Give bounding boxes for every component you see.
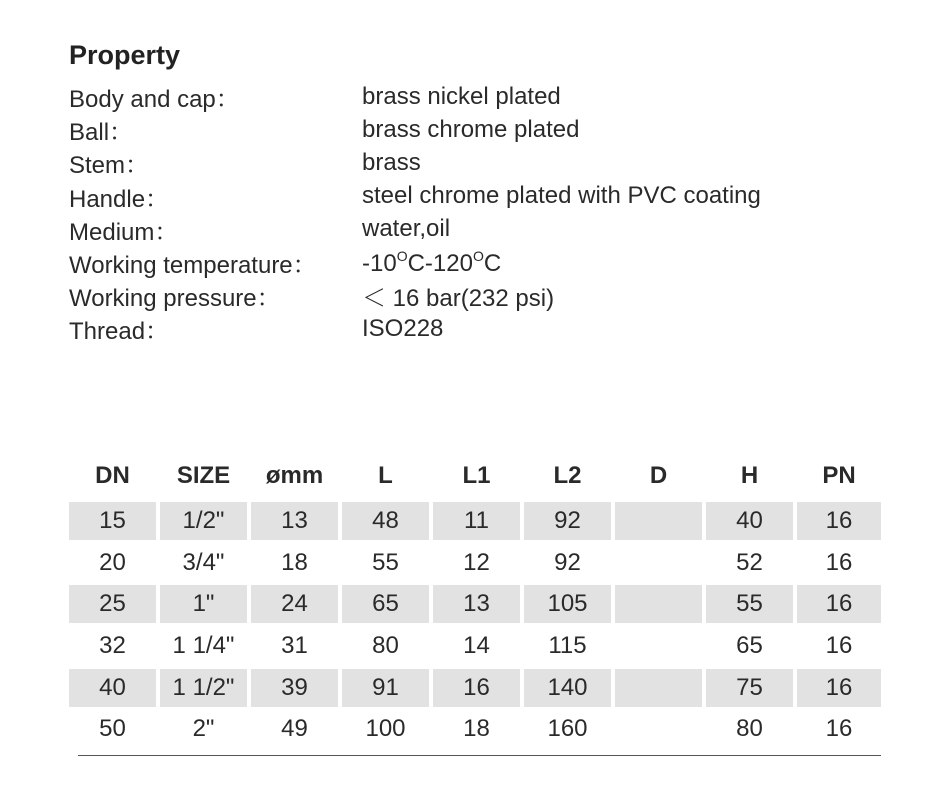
property-key: Handle： xyxy=(69,185,170,213)
table-cell xyxy=(615,710,702,748)
table-cell: 40 xyxy=(706,502,793,540)
table-cell: 55 xyxy=(706,585,793,623)
property-row xyxy=(69,312,869,345)
dimension-table xyxy=(69,452,881,750)
table-cell: 1 1/2" xyxy=(160,669,247,707)
table-cell: 31 xyxy=(281,631,308,659)
temp-min: -10 xyxy=(362,249,397,277)
property-key: Body and cap： xyxy=(69,86,240,114)
table-cell: 24 xyxy=(251,585,338,623)
property-value: brass xyxy=(362,148,421,176)
table-cell: 105 xyxy=(524,585,611,623)
table-cell: 55 xyxy=(372,548,399,576)
table-header xyxy=(69,452,881,500)
table-row xyxy=(69,500,881,542)
property-key: Working pressure： xyxy=(69,285,281,313)
property-row xyxy=(69,113,869,146)
table-cell: 1/2" xyxy=(160,502,247,540)
table-cell: 80 xyxy=(372,631,399,659)
header-cell: SIZE xyxy=(176,462,231,489)
property-row xyxy=(69,180,869,213)
table-row xyxy=(69,667,881,709)
table-cell: 32 xyxy=(99,631,126,659)
table-cell: 16 xyxy=(825,548,853,576)
header-cell: ømm xyxy=(265,462,324,489)
property-key: Ball： xyxy=(69,119,134,147)
property-key: Medium： xyxy=(69,218,179,246)
table-row xyxy=(69,583,881,625)
property-key: Thread： xyxy=(69,318,170,346)
table-cell: 1 1/4" xyxy=(172,631,235,659)
table-cell: 18 xyxy=(463,715,490,743)
property-row xyxy=(69,80,869,113)
table-cell: 49 xyxy=(281,715,308,743)
table-cell xyxy=(615,502,702,540)
table-cell: 39 xyxy=(251,669,338,707)
table-row xyxy=(69,625,881,667)
header-cell: L2 xyxy=(553,462,582,489)
table-cell: 52 xyxy=(736,548,763,576)
table-cell: 18 xyxy=(281,548,308,576)
table-cell: 13 xyxy=(251,502,338,540)
header-cell: H xyxy=(740,462,759,489)
table-cell: 16 xyxy=(825,715,853,743)
table-cell: 65 xyxy=(342,585,429,623)
table-cell: 11 xyxy=(433,502,520,540)
table-cell: 75 xyxy=(706,669,793,707)
table-cell xyxy=(615,585,702,623)
property-key: Working temperature： xyxy=(69,252,317,280)
property-row xyxy=(69,279,869,312)
table-row xyxy=(69,542,881,584)
table-cell: 40 xyxy=(69,669,156,707)
table-cell: 16 xyxy=(797,502,881,540)
table-cell: 16 xyxy=(797,669,881,707)
property-value: ＜ 16 bar(232 psi) xyxy=(362,285,555,313)
property-row xyxy=(69,146,869,179)
header-cell: L xyxy=(378,462,393,489)
table-cell: 160 xyxy=(547,715,588,743)
table-cell: 91 xyxy=(342,669,429,707)
header-cell: DN xyxy=(95,462,130,489)
section-title: Property xyxy=(69,40,181,70)
table-cell: 92 xyxy=(554,548,581,576)
table-cell: 65 xyxy=(736,631,763,659)
table-cell: 140 xyxy=(524,669,611,707)
table-cell: 80 xyxy=(736,715,763,743)
property-value: brass chrome plated xyxy=(362,115,580,143)
property-value: brass nickel plated xyxy=(362,82,561,110)
table-cell xyxy=(615,544,702,582)
property-value-temperature xyxy=(362,248,869,278)
table-cell: 20 xyxy=(99,548,126,576)
table-cell: 16 xyxy=(433,669,520,707)
table-cell: 16 xyxy=(797,585,881,623)
table-cell: 12 xyxy=(463,548,490,576)
table-cell: 14 xyxy=(463,631,490,659)
property-value: water,oil xyxy=(362,215,451,243)
table-cell: 100 xyxy=(365,715,406,743)
table-cell xyxy=(615,669,702,707)
table-cell: 115 xyxy=(548,631,587,659)
property-key: Stem： xyxy=(69,152,150,180)
table-cell: 2" xyxy=(192,715,215,743)
degree-mark: O xyxy=(472,247,484,264)
table-cell: 25 xyxy=(69,585,156,623)
table-cell: 16 xyxy=(825,631,853,659)
property-list xyxy=(69,80,869,346)
temp-range: C-120 xyxy=(407,249,473,277)
table-cell: 3/4" xyxy=(182,548,225,576)
property-value: ISO228 xyxy=(362,314,444,342)
table-cell: 48 xyxy=(342,502,429,540)
header-cell: D xyxy=(649,462,668,489)
table-cell: 13 xyxy=(433,585,520,623)
table-cell: 92 xyxy=(524,502,611,540)
temp-unit: C xyxy=(483,249,502,277)
table-row xyxy=(69,708,881,750)
table-cell: 1" xyxy=(160,585,247,623)
table-cell: 50 xyxy=(99,715,126,743)
header-cell: L1 xyxy=(462,462,491,489)
degree-mark: O xyxy=(396,247,408,264)
table-bottom-rule xyxy=(78,755,881,756)
property-row xyxy=(69,213,869,246)
table-cell: 15 xyxy=(69,502,156,540)
header-cell: PN xyxy=(822,462,856,489)
property-value: steel chrome plated with PVC coating xyxy=(362,182,761,210)
table-cell xyxy=(615,627,702,665)
property-row xyxy=(69,246,869,279)
